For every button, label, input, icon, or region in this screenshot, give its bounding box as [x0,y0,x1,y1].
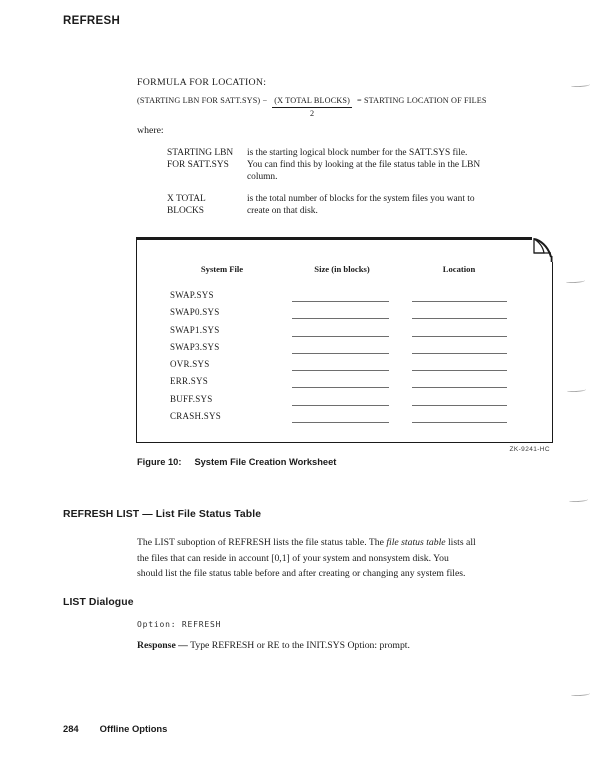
page-footer [63,723,167,734]
location-blank-line [412,336,507,337]
location-blank-line [412,301,507,302]
size-blank-line [292,405,389,406]
body-paragraph [137,535,476,582]
system-file-name: CRASH.SYS [170,411,222,421]
system-file-name: SWAP0.SYS [170,307,220,317]
figure-code: ZK-9241-HC [509,446,550,453]
size-blank-line [292,336,389,337]
size-blank-line [292,422,389,423]
dialogue-prompt: Option: REFRESH [137,620,222,629]
column-header-location: Location [442,264,476,274]
system-file-name: SWAP.SYS [170,290,214,300]
worksheet-row [137,394,552,408]
fraction-denominator: 2 [310,109,315,118]
fraction-numerator: (X TOTAL BLOCKS) [272,96,352,108]
margin-scan-mark-icon [571,692,590,697]
system-file-name: SWAP1.SYS [170,325,220,335]
definition-desc-line: is the total number of blocks for the system files you want to [247,194,475,204]
formula-line [137,96,487,118]
response-text: Type REFRESH or RE to the INIT.SYS Option: prompt. [187,640,410,651]
system-file-name: ERR.SYS [170,376,209,386]
location-blank-line [412,387,507,388]
system-file-name: BUFF.SYS [170,394,213,404]
location-blank-line [412,405,507,406]
worksheet-row [137,359,552,373]
definition-description [247,147,547,183]
worksheet-row [137,307,552,321]
location-blank-line [412,318,507,319]
paragraph-line: the files that can reside in account [0,1] of your system and nonsystem disk. You [137,552,449,564]
response-line [137,640,410,651]
definition-desc-line: You can find this by looking at the file status table in the LBN [247,160,481,170]
paragraph-text: lists all [445,537,476,548]
where-label: where: [137,125,164,136]
size-blank-line [292,387,389,388]
figure-caption [137,457,336,467]
size-blank-line [292,301,389,302]
definition-desc-line: create on that disk. [247,206,318,216]
formula-heading: FORMULA FOR LOCATION: [137,77,267,88]
figure-caption-label: Figure 10: [137,457,182,467]
location-blank-line [412,353,507,354]
page-number: 284 [63,723,79,734]
worksheet-box [136,237,553,443]
definition-term-line: BLOCKS [167,206,204,216]
definition-term-line: STARTING LBN [167,148,234,158]
running-head: REFRESH [63,15,121,27]
column-header-size: Size (in blocks) [314,264,370,274]
footer-title: Offline Options [99,723,168,734]
worksheet-row [137,342,552,356]
paragraph-line: should list the file status table before and after creating or changing any system files. [137,568,466,579]
definition-term-line: X TOTAL [167,194,206,204]
page-curl-icon [532,236,554,262]
size-blank-line [292,318,389,319]
response-label: Response — [137,640,188,651]
location-blank-line [412,422,507,423]
definition-term-line: FOR SATT.SYS [167,160,229,170]
figure-caption-title: System File Creation Worksheet [194,457,337,467]
worksheet-row [137,325,552,339]
definition-term [167,193,253,217]
margin-scan-mark-icon [571,83,590,88]
section-heading-list-dialogue: LIST Dialogue [63,597,134,608]
formula-lhs: (STARTING LBN FOR SATT.SYS) − [137,96,268,105]
definition-term [167,147,253,171]
location-blank-line [412,370,507,371]
definition-desc-line: column. [247,172,278,182]
system-file-name: SWAP3.SYS [170,342,220,352]
size-blank-line [292,353,389,354]
section-heading-refresh-list: REFRESH LIST — List File Status Table [63,509,262,520]
worksheet-row [137,376,552,390]
margin-scan-mark-icon [569,498,588,503]
worksheet-row [137,411,552,425]
paragraph-text: The LIST suboption of REFRESH lists the file status table. The [137,537,387,548]
worksheet-row [137,290,552,304]
margin-scan-mark-icon [567,388,586,393]
formula-rhs: = STARTING LOCATION OF FILES [357,96,487,105]
paragraph-line [137,535,476,551]
margin-scan-mark-icon [566,279,585,284]
definition-desc-line: is the starting logical block number for the SATT.SYS file. [247,148,468,158]
column-header-system-file: System File [200,264,244,274]
size-blank-line [292,370,389,371]
paragraph-italic-term: file status table [386,537,446,548]
system-file-name: OVR.SYS [170,359,210,369]
formula-fraction [272,96,352,118]
definition-description [247,193,547,217]
